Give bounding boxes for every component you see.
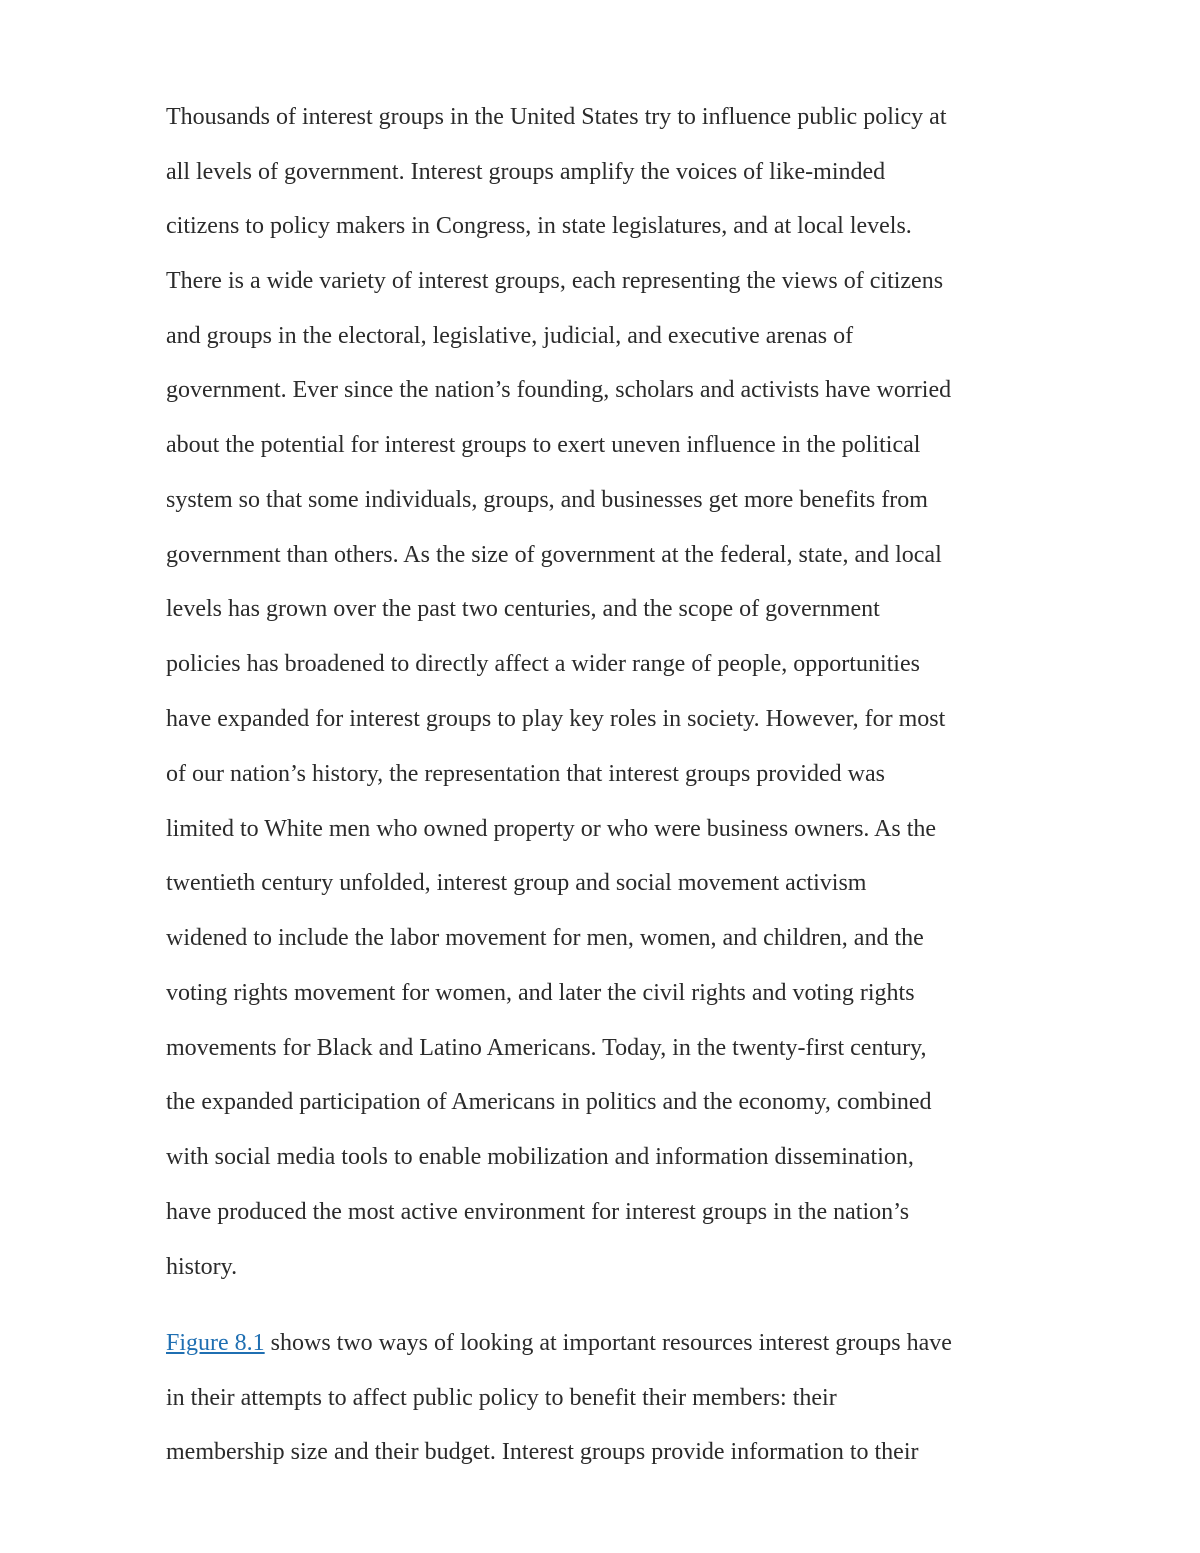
paragraph-1-line: the expanded participation of Americans in politics and the economy, combined — [166, 1089, 932, 1115]
paragraph-1-line: about the potential for interest groups to exert uneven influence in the political — [166, 432, 921, 458]
paragraph-1-line: system so that some individuals, groups, and businesses get more benefits from — [166, 487, 928, 513]
paragraph-1-line: with social media tools to enable mobilization and information dissemination, — [166, 1144, 914, 1170]
paragraph-1-line: government. Ever since the nation’s founding, scholars and activists have worried — [166, 377, 952, 403]
paragraph-2-first-line-text: shows two ways of looking at important resources interest groups have — [264, 1330, 952, 1356]
paragraph-2-line: in their attempts to affect public policy to benefit their members: their — [166, 1385, 837, 1411]
paragraph-1-line: all levels of government. Interest groups amplify the voices of like-minded — [166, 159, 886, 185]
paragraph-1-line: widened to include the labor movement for men, women, and children, and the — [166, 925, 924, 951]
paragraph-1-line: citizens to policy makers in Congress, in state legislatures, and at local levels. — [166, 213, 912, 239]
paragraph-1-line: history. — [166, 1254, 238, 1280]
paragraph-1-line: limited to White men who owned property or who were business owners. As the — [166, 816, 937, 842]
paragraph-2-line — [166, 1328, 952, 1358]
paragraph-1-line: policies has broadened to directly affect a wider range of people, opportunities — [166, 651, 920, 677]
paragraph-1-line: and groups in the electoral, legislative, judicial, and executive arenas of — [166, 323, 854, 349]
paragraph-1-line: There is a wide variety of interest groups, each representing the views of citizens — [166, 268, 944, 294]
paragraph-1-line: voting rights movement for women, and later the civil rights and voting rights — [166, 980, 915, 1006]
paragraph-1-line: of our nation’s history, the representation that interest groups provided was — [166, 761, 885, 787]
paragraph-1-line: twentieth century unfolded, interest group and social movement activism — [166, 870, 867, 896]
paragraph-2-line: membership size and their budget. Interest groups provide information to their — [166, 1439, 919, 1465]
paragraph-1-line: Thousands of interest groups in the United States try to influence public policy at — [166, 104, 947, 130]
paragraph-1-line: levels has grown over the past two centuries, and the scope of government — [166, 596, 880, 622]
paragraph-1-line: government than others. As the size of government at the federal, state, and local — [166, 542, 942, 568]
figure-8-1-link[interactable]: Figure 8.1 — [166, 1330, 265, 1356]
paragraph-1-line: have produced the most active environment for interest groups in the nation’s — [166, 1199, 910, 1225]
paragraph-1-line: have expanded for interest groups to play key roles in society. However, for most — [166, 706, 946, 732]
paragraph-1-line: movements for Black and Latino Americans. Today, in the twenty-first century, — [166, 1035, 927, 1061]
